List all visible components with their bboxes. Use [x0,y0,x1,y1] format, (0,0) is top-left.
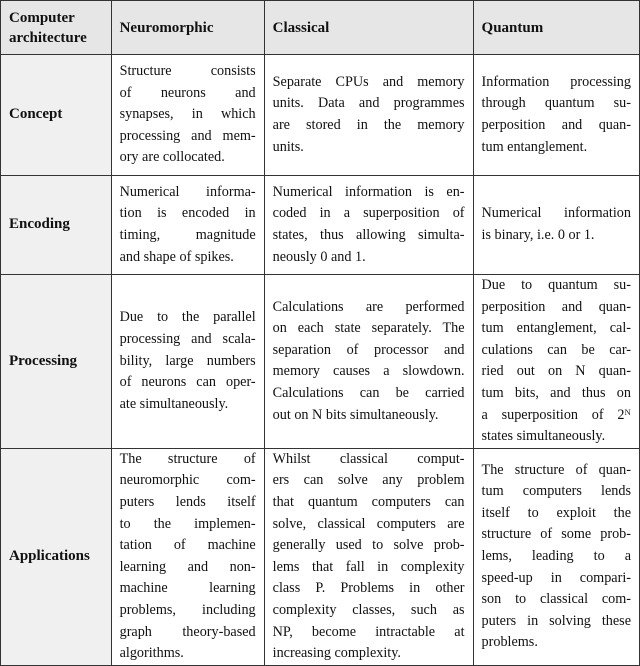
cell-neuromorphic [111,275,264,449]
cell-line: ate simultaneously. [119,395,229,412]
cell-line: puters lends itself [119,493,256,510]
cell-line: bility, large numbers [119,352,256,369]
cell-line: complexity classes, such as [272,601,465,618]
cell-quantum [473,176,639,275]
cell-line: graph theory-based [119,623,256,640]
cell-line: tum entanglement. [481,138,588,155]
cell-line: increasing complexity. [272,645,401,662]
cell-line: problems, including [119,601,256,618]
cell-line: of neurons and [119,84,256,101]
cell-classical [264,448,473,665]
cell-line: out on N bits simultaneously. [272,406,439,423]
header-line: Computer [9,9,75,26]
cell-line: lems, leading to a [481,547,631,564]
cell-line: tion is encoded in [119,205,256,222]
cell-line: itself to exploit the [481,504,631,521]
cell-line: Separate CPUs and memory [272,73,465,90]
cell-line: Calculations can be carried [272,384,465,401]
cell-line: algorithms. [119,645,184,662]
cell-line: structure of some prob- [481,526,631,543]
cell-quantum [473,275,639,449]
cell-line: a superposition of 2ᴺ [481,406,631,423]
cell-line: tum entanglement, cal- [481,320,631,337]
cell-line: perposition and quan- [481,117,631,133]
cell-line: memory causes a slowdown. [272,363,465,380]
header-quantum: Quantum [473,1,639,55]
cell-line: neously 0 and 1. [272,248,366,265]
cell-line: units. [272,138,304,155]
cell-line: The structure of quan- [481,461,631,478]
cell-line: processing and scala- [119,330,256,347]
header-classical: Classical [264,1,473,55]
cell-line: puters in solving these [481,612,631,629]
cell-line: tum bits, and thus on [481,384,631,401]
header-row [1,1,640,55]
cell-line: neuromorphic com- [119,472,256,489]
table-row-encoding [1,176,640,275]
cell-line: learning and non- [119,558,256,575]
cell-line: Numerical informa- [119,183,256,200]
cell-line: synapses, in which [119,106,256,123]
cell-line: ory are collocated. [119,149,225,166]
cell-quantum [473,448,639,665]
cell-line: coded in a superposition of [272,205,465,222]
cell-line: through quantum su- [481,95,631,112]
cell-line: and shape of spikes. [119,248,234,265]
cell-classical [264,176,473,275]
cell-line: processing and mem- [119,127,256,144]
cell-line: machine learning [119,580,256,597]
cell-classical [264,275,473,449]
table-row-applications [1,448,640,665]
cell-line: on each state separately. The [272,320,465,337]
cell-line: class P. Problems in other [272,580,465,597]
row-label: Processing [1,275,112,449]
cell-line: Structure consists [119,63,256,80]
cell-line: Due to quantum su- [481,277,631,293]
cell-line: Numerical information is en- [272,183,465,200]
cell-line: Numerical information [481,205,631,222]
cell-line: tum computers lends [481,483,631,500]
cell-classical [264,55,473,176]
cell-neuromorphic [111,55,264,176]
cell-line: of neurons can oper- [119,374,256,391]
cell-line: NP, become intractable at [272,623,465,640]
cell-quantum [473,55,639,176]
header-line: architecture [9,29,87,46]
cell-line: tation of machine [119,537,256,554]
cell-line: speed-up in compari- [481,569,631,586]
cell-line: are stored in the memory [272,117,465,133]
cell-line: lems that fall in complexity [272,558,465,575]
cell-line: to the implemen- [119,515,256,532]
cell-line: ried out on N quan- [481,363,631,380]
cell-line: Whilst classical comput- [272,450,465,467]
cell-line: ers can solve any problem [272,472,465,489]
table-row-concept [1,55,640,176]
cell-line: separation of processor and [272,341,465,358]
row-label: Encoding [1,176,112,275]
cell-line: states, thus allowing simulta- [272,227,465,243]
row-label: Concept [1,55,112,176]
cell-line: perposition and quan- [481,298,631,315]
cell-line: generally used to solve prob- [272,537,465,554]
header-neuromorphic: Neuromorphic [111,1,264,55]
cell-line: solve, classical computers are [272,515,465,532]
cell-line: culations can be car- [481,341,631,358]
header-computer-architecture [1,1,112,55]
cell-line: Information processing [481,73,631,90]
table-row-processing [1,275,640,449]
cell-line: Calculations are performed [272,298,465,315]
cell-neuromorphic [111,448,264,665]
cell-line: son to classical com- [481,591,631,608]
cell-line: Due to the parallel [119,309,256,326]
cell-line: problems. [481,634,538,651]
cell-line: timing, magnitude [119,227,256,243]
cell-neuromorphic [111,176,264,275]
cell-line: is binary, i.e. 0 or 1. [481,227,595,243]
row-label: Applications [1,448,112,665]
cell-line: states simultaneously. [481,428,606,445]
cell-line: units. Data and programmes [272,95,465,112]
cell-line: The structure of [119,450,256,467]
cell-line: that quantum computers can [272,493,465,510]
